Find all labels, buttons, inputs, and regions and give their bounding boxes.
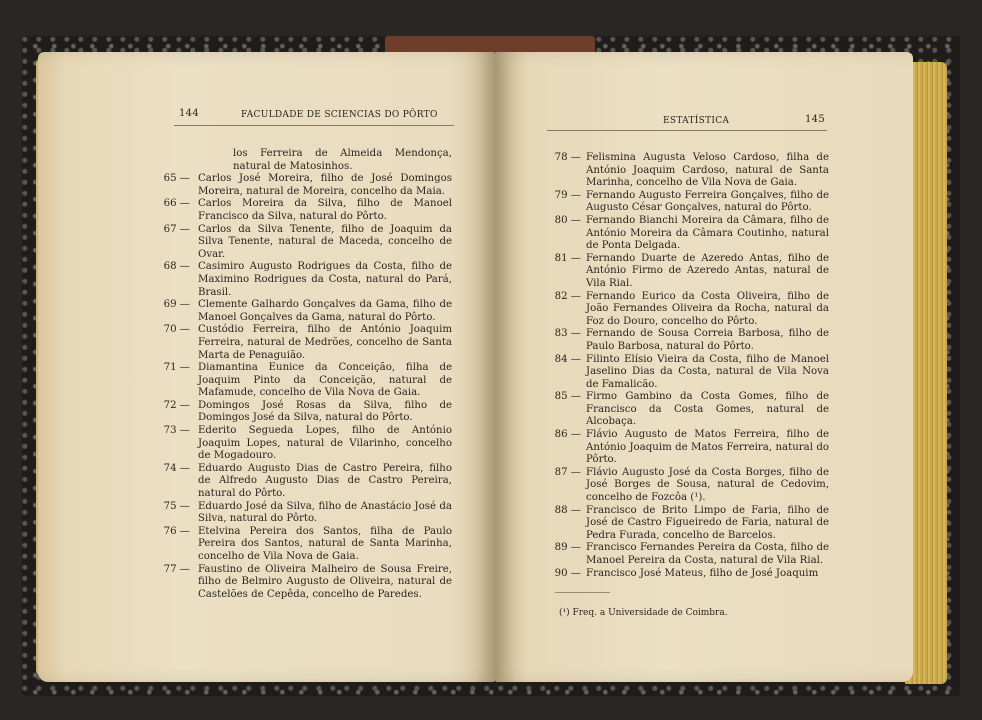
list-item — [551, 429, 829, 467]
entry-number: 88 — — [554, 504, 581, 516]
left-page-number: 144 — [179, 108, 199, 119]
list-item — [551, 568, 829, 581]
entry-text: Fernando Eurico da Costa Oliveira, filho de João Fernandes Oliveira da Rocha, natural da Foz do Douro, concelho do Pôrto. — [586, 290, 829, 327]
entry-number: 90 — — [554, 567, 581, 579]
list-item — [163, 324, 452, 362]
entry-number: 69 — — [163, 299, 190, 311]
entry-text: Domingos José Rosas da Silva, filho de Domingos José da Silva, natural do Pôrto. — [198, 399, 452, 424]
entry-text: Casimiro Augusto Rodrigues da Costa, filho de Maximino Rodrigues da Costa, natural do Pará, Brasil. — [198, 261, 452, 298]
entry-text: Flávio Augusto José da Costa Borges, filho de José Borges de Sousa, natural de Cedovim, concelho de Fozcôa (¹). — [586, 466, 829, 504]
entry-number: 85 — — [554, 391, 581, 403]
list-item — [163, 198, 452, 223]
entry-text: Fernando Bianchi Moreira da Câmara, filho de António Moreira da Câmara Coutinho, natural de Ponta Delgada. — [586, 214, 829, 252]
entry-text: Firmo Gambino da Costa Gomes, filho de Francisco da Costa Gomes, natural de Alcobaça. — [586, 391, 829, 428]
left-header-rule — [174, 125, 454, 126]
list-item — [163, 462, 452, 501]
entry-number: 83 — — [554, 328, 581, 340]
footnote-rule — [555, 592, 610, 593]
entry-text: Fernando de Sousa Correia Barbosa, filho de Paulo Barbosa, natural do Pôrto. — [586, 328, 829, 352]
right-page-number: 145 — [805, 114, 825, 125]
entry-text: Carlos Moreira da Silva, filho de Manoel Francisco da Silva, natural do Pôrto. — [198, 198, 452, 222]
entry-text: Carlos da Silva Tenente, filho de Joaquim da Silva Tenente, natural de Maceda, concelho de Ovar. — [198, 223, 452, 260]
entry-text: Custódio Ferreira, filho de António Joaquim Ferreira, natural de Medrões, concelho de Santa Marta de Penaguião. — [198, 324, 452, 361]
list-item — [163, 563, 452, 602]
list-item — [551, 291, 829, 329]
list-item — [163, 223, 452, 262]
list-item — [551, 152, 829, 190]
list-item — [163, 261, 452, 299]
entry-number: 81 — — [554, 252, 581, 264]
right-header-rule — [547, 130, 827, 131]
left-page — [38, 52, 495, 682]
entry-number: 70 — — [163, 324, 190, 336]
entry-text: Francisco Fernandes Pereira da Costa, filho de Manoel Pereira da Costa, natural de Vila Rial. — [586, 542, 829, 566]
right-page — [495, 52, 913, 682]
entry-number: 75 — — [163, 500, 190, 512]
list-item — [163, 173, 452, 198]
entry-number: 80 — — [554, 214, 581, 226]
list-item — [551, 391, 829, 429]
entry-text: Faustino de Oliveira Malheiro de Sousa Freire, filho de Belmiro Augusto de Oliveira, natural de Castelões de Cepêda, concelho de Paredes. — [198, 563, 452, 600]
entry-number: 86 — — [554, 429, 581, 441]
right-entries — [551, 152, 829, 580]
continuation-entry: los Ferreira de Almeida Mendonça, natural de Matosinhos. — [233, 148, 452, 172]
entry-number: 79 — — [554, 189, 581, 201]
entry-text: Diamantina Eunice da Conceição, filha de Joaquim Pinto da Conceição, natural de Mafamude, concelho de Vila Nova de Gaia. — [198, 362, 452, 399]
entry-text: Clemente Galhardo Gonçalves da Gama, filho de Manoel Gonçalves da Gama, natural do Pôrto. — [198, 299, 452, 323]
entry-text: Fernando Duarte de Azeredo Antas, filho de António Firmo de Azeredo Antas, natural de Vila Rial. — [586, 252, 829, 289]
entry-text: Fernando Augusto Ferreira Gonçalves, filho de Augusto César Gonçalves, natural do Pôrto. — [586, 189, 829, 214]
list-item — [163, 525, 452, 564]
left-entries — [163, 148, 452, 601]
entry-text: Felismina Augusta Veloso Cardoso, filha de António Joaquim Cardoso, natural de Santa Marinha, concelho de Vila Nova de Gaia. — [586, 152, 829, 189]
entry-text: Eduardo Augusto Dias de Castro Pereira, filho de Alfredo Augusto Dias de Castro Pereira, natural do Pôrto. — [198, 462, 452, 500]
footnote: (¹) Freq. a Universidade de Coimbra. — [559, 608, 728, 618]
list-item — [551, 253, 829, 291]
entry-number: 73 — — [163, 425, 190, 437]
entry-number: 89 — — [554, 542, 581, 554]
entry-number: 72 — — [163, 399, 190, 411]
list-item — [163, 425, 452, 463]
entry-text: Francisco José Mateus, filho de José Joaquim — [586, 567, 819, 579]
list-item — [551, 215, 829, 253]
list-item — [551, 542, 829, 567]
list-item — [551, 467, 829, 505]
entry-number: 76 — — [163, 525, 190, 537]
entry-number: 84 — — [554, 353, 581, 365]
entry-text: Francisco de Brito Limpo de Faria, filho de José de Castro Figueiredo de Faria, natural de Pedra Furada, concelho de Barcelos. — [586, 504, 829, 541]
list-item — [551, 190, 829, 215]
entry-text: Flávio Augusto de Matos Ferreira, filho de António Joaquim de Matos Ferreira, natural do Pôrto. — [586, 429, 829, 466]
list-item — [551, 505, 829, 543]
list-item — [551, 328, 829, 353]
entry-text: Etelvina Pereira dos Santos, filha de Paulo Pereira dos Santos, natural de Santa Marinha, concelho de Vila Nova de Gaia. — [198, 525, 452, 562]
left-running-head: FACULDADE DE SCIENCIAS DO PÔRTO — [241, 110, 438, 120]
entry-number: 66 — — [163, 198, 190, 210]
entry-text: Carlos José Moreira, filho de José Domingos Moreira, natural de Moreira, concelho da Maia. — [198, 173, 452, 197]
list-item — [163, 500, 452, 526]
list-item — [163, 299, 452, 324]
entry-number: 68 — — [163, 261, 190, 273]
entry-number: 67 — — [163, 223, 190, 235]
list-item — [551, 354, 829, 392]
entry-number: 78 — — [554, 152, 581, 163]
entry-text: Ederito Segueda Lopes, filho de António Joaquim Lopes, natural de Vilarinho, concelho de Mogadouro. — [198, 425, 452, 462]
entry-number: 71 — — [163, 362, 190, 374]
entry-number: 82 — — [554, 290, 581, 302]
list-item — [163, 399, 452, 425]
entry-number: 65 — — [163, 173, 190, 185]
entry-number: 87 — — [554, 466, 581, 478]
entry-text: Eduardo José da Silva, filho de Anastácio José da Silva, natural do Pôrto. — [198, 500, 452, 525]
list-item — [163, 362, 452, 400]
entry-number: 77 — — [163, 563, 190, 575]
entry-number: 74 — — [163, 462, 190, 474]
entry-text: Filinto Elísio Vieira da Costa, filho de Manoel Jaselino Dias da Costa, natural de Vila Nova de Famalicão. — [586, 353, 829, 390]
right-running-head: ESTATÍSTICA — [663, 116, 730, 126]
